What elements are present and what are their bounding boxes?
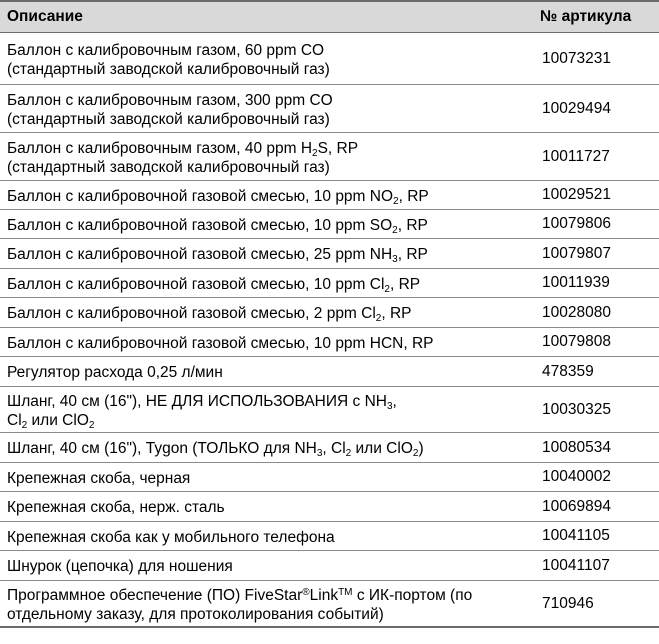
item-article-number: 10079807 [542, 244, 611, 262]
description-line: Крепежная скоба как у мобильного телефона [7, 528, 335, 546]
item-article-number: 10079808 [542, 333, 611, 350]
table-row [0, 433, 659, 463]
table-row [0, 387, 659, 433]
description-line: Баллон с калибровочным газом, 60 ppm CO [7, 41, 325, 59]
description-line: отдельному заказу, для протоколирования событий) [7, 605, 384, 623]
table-row [0, 298, 659, 328]
table-row [0, 492, 659, 522]
description-line: (стандартный заводской калибровочный газ) [7, 110, 330, 128]
item-article-number: 10080534 [542, 438, 611, 456]
description-line: Шланг, 40 см (16"), НЕ ДЛЯ ИСПОЛЬЗОВАНИЯ с $NH_3$, [7, 392, 397, 412]
item-description [0, 85, 532, 132]
table-row [0, 33, 659, 85]
table-row [0, 85, 659, 133]
table-row [0, 210, 659, 239]
table-header [0, 0, 659, 33]
table-row [0, 181, 659, 210]
description-line: Баллон с калибровочной газовой смесью, 25 ppm $NH_3$, RP [7, 246, 428, 265]
description-line: $Cl_2$ или ClO$_2$ [7, 411, 95, 431]
item-article-number: 10079806 [542, 215, 611, 232]
description-line: (стандартный заводской калибровочный газ) [7, 60, 330, 78]
header-article-number: № артикула [540, 8, 632, 25]
description-line: Баллон с калибровочной газовой смесью, 10 ppm $SO_2$, RP [7, 216, 428, 236]
item-description [0, 522, 532, 550]
item-description [0, 133, 532, 180]
description-line: Баллон с калибровочной газовой смесью, 10 ppm $NO_2$, RP [7, 187, 429, 207]
description-line: Баллон с калибровочной газовой смесью, 10 ppm HCN, RP [7, 334, 434, 352]
item-article-number: 10040002 [542, 468, 611, 485]
description-line: Крепежная скоба, нерж. сталь [7, 499, 225, 516]
description-line: Регулятор расхода 0,25 л/мин [7, 364, 223, 381]
description-line: Программное обеспечение (ПО) FiveStar®Link™ с ИК-портом (по [7, 586, 473, 604]
item-description [0, 239, 532, 268]
description-line: Шланг, 40 см (16"), Tygon (ТОЛЬКО для $NH_3$, $Cl_2$ или ClO$_2$) [7, 440, 424, 459]
description-line: Баллон с калибровочным газом, 40 ppm $H_2S$, RP [7, 139, 359, 159]
item-article-number: 10069894 [542, 497, 611, 515]
item-description [0, 463, 532, 491]
item-article-number: 10028080 [542, 303, 611, 321]
description-line: (стандартный заводской калибровочный газ) [7, 158, 330, 176]
item-article-number: 10029494 [542, 99, 611, 117]
item-description [0, 181, 532, 209]
item-article-number: 10073231 [542, 49, 611, 67]
item-description [0, 210, 532, 238]
item-description [0, 269, 532, 297]
description-line: Баллон с калибровочной газовой смесью, 2 ppm $Cl_2$, RP [7, 305, 412, 324]
item-description [0, 581, 532, 626]
item-article-number: 10030325 [542, 400, 611, 418]
table-body [0, 33, 659, 628]
table-row [0, 239, 659, 269]
table-row [0, 581, 659, 628]
item-description [0, 33, 532, 84]
table-row [0, 522, 659, 551]
item-article-number: 478359 [542, 362, 594, 380]
item-description [0, 492, 532, 521]
item-description [0, 328, 532, 356]
item-description [0, 357, 532, 386]
item-article-number: 10011727 [542, 147, 610, 165]
table-row [0, 269, 659, 298]
table-row [0, 328, 659, 357]
item-description [0, 433, 532, 462]
item-description [0, 298, 532, 327]
description-line: Баллон с калибровочным газом, 300 ppm CO [7, 91, 333, 109]
item-description [0, 551, 532, 580]
item-article-number: 10029521 [542, 186, 611, 203]
table-row [0, 133, 659, 181]
description-line: Баллон с калибровочной газовой смесью, 10 ppm $Cl_2$, RP [7, 275, 421, 295]
item-article-number: 710946 [542, 594, 594, 612]
description-line: Шнурок (цепочка) для ношения [7, 558, 233, 575]
item-article-number: 10041107 [542, 556, 610, 574]
item-description [0, 387, 532, 432]
table-row [0, 357, 659, 387]
item-article-number: 10041105 [542, 527, 610, 544]
table-row [0, 551, 659, 581]
header-description: Описание [7, 8, 83, 25]
description-line: Крепежная скоба, черная [7, 469, 191, 487]
item-article-number: 10011939 [542, 274, 610, 291]
table-row [0, 463, 659, 492]
